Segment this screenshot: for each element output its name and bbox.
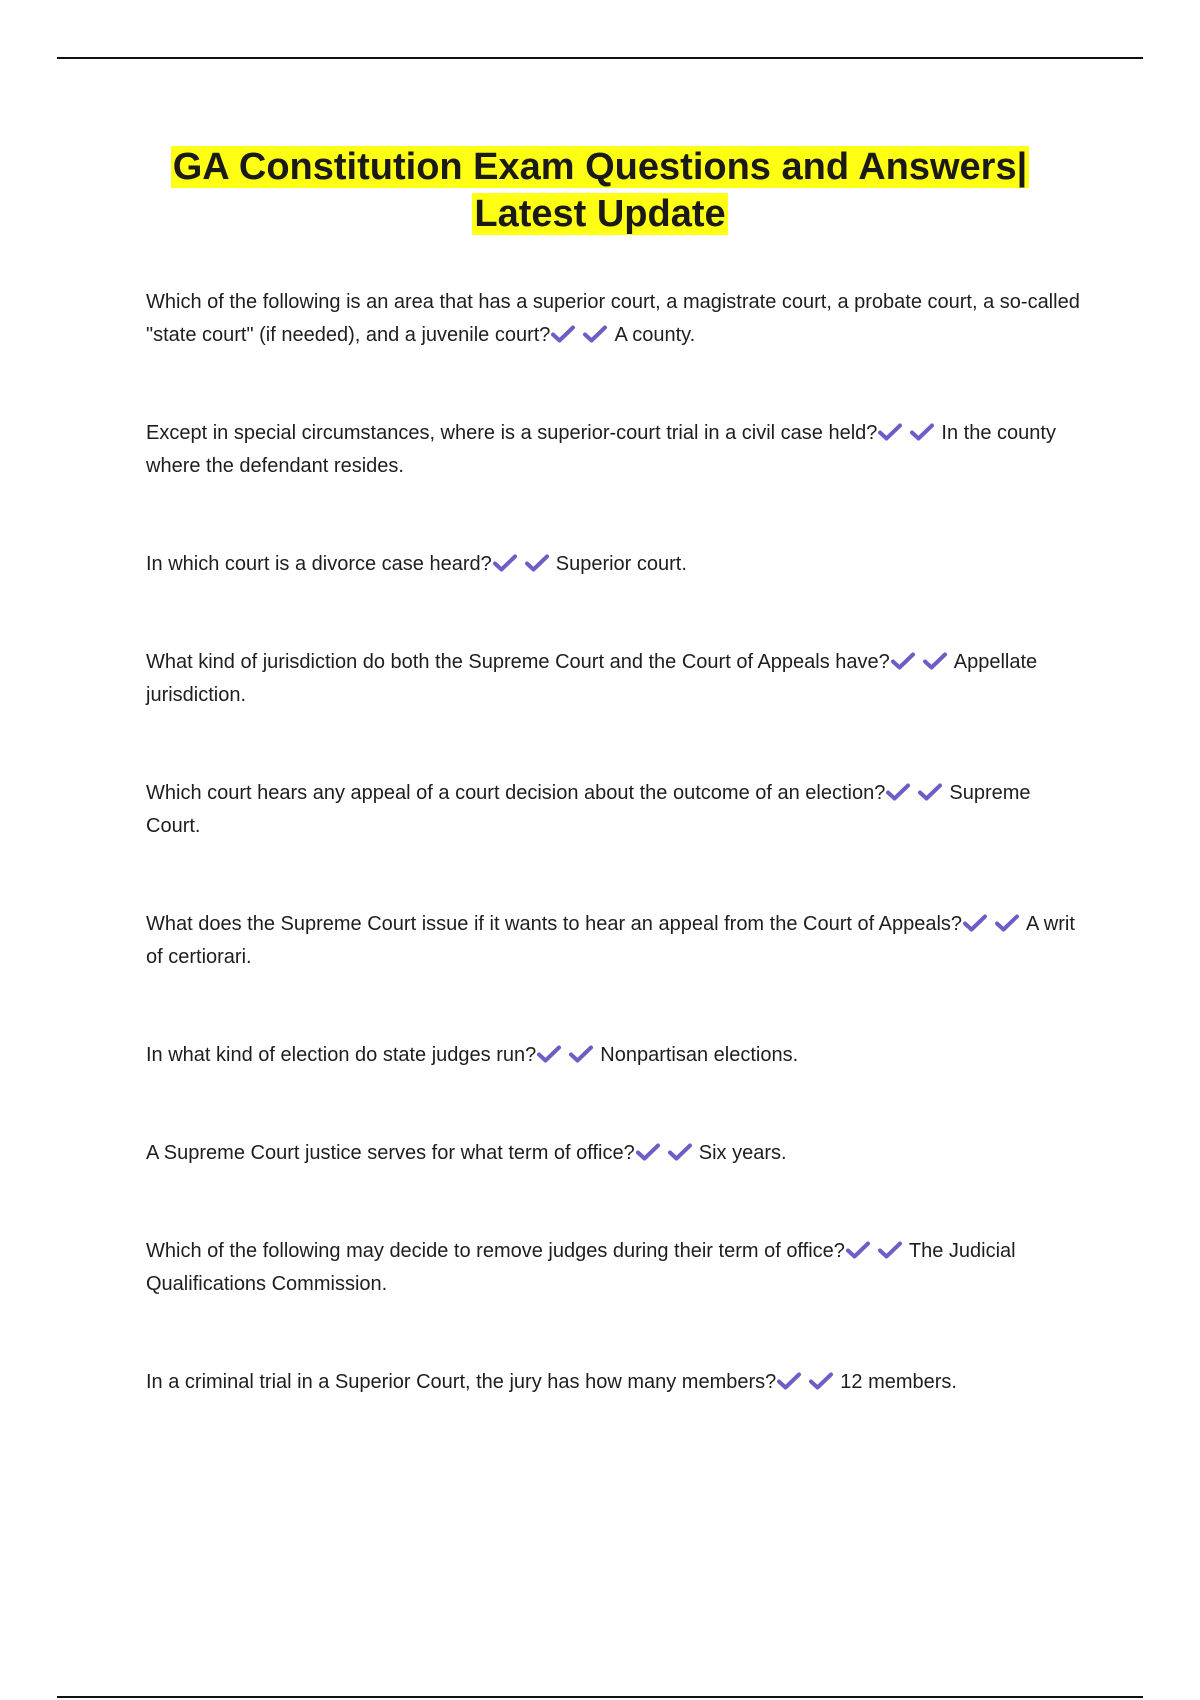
checkmark-icon xyxy=(890,651,916,671)
checkmark-icon xyxy=(962,913,988,933)
checkmark-icon xyxy=(885,782,911,802)
question-text: What kind of jurisdiction do both the Supreme Court and the Court of Appeals have? xyxy=(146,651,890,673)
checkmark-icon xyxy=(877,422,903,442)
checkmark-icon xyxy=(635,1142,661,1162)
answer-text: Appellate jurisdiction. xyxy=(146,651,1038,706)
checkmark-icon xyxy=(568,1044,594,1064)
checkmark-icon xyxy=(550,324,576,344)
answer-text: The Judicial Qualifications Commission. xyxy=(146,1240,1016,1295)
qa-item-5 xyxy=(146,777,1086,843)
answer-text: Supreme Court. xyxy=(146,782,1031,837)
footer-rule xyxy=(57,1696,1143,1698)
checkmark-icon xyxy=(776,1371,802,1391)
qa-item-4 xyxy=(146,646,1086,712)
checkmark-icon xyxy=(877,1240,903,1260)
question-text: Which of the following is an area that has a superior court, a magistrate court, a probate court, a so-called "state court" (if needed), and a juvenile court? xyxy=(146,291,1080,346)
question-text: In what kind of election do state judges run? xyxy=(146,1044,537,1066)
answer-text: Nonpartisan elections. xyxy=(600,1044,799,1066)
question-text: Which of the following may decide to remove judges during their term of office? xyxy=(146,1240,845,1262)
answer-text: A writ of certiorari. xyxy=(146,913,1075,968)
document-title xyxy=(100,144,1100,238)
checkmark-icon xyxy=(808,1371,834,1391)
qa-item-1 xyxy=(146,286,1086,352)
question-text: A Supreme Court justice serves for what term of office? xyxy=(146,1142,635,1164)
checkmark-icon xyxy=(845,1240,871,1260)
answer-text: Six years. xyxy=(698,1142,787,1164)
document-title-line-1: GA Constitution Exam Questions and Answers| xyxy=(172,146,1028,188)
answer-text: Superior court. xyxy=(555,553,687,575)
question-text: What does the Supreme Court issue if it wants to hear an appeal from the Court of Appeals? xyxy=(146,913,963,935)
answer-text: In the county where the defendant resides. xyxy=(146,422,1056,477)
checkmark-icon xyxy=(667,1142,693,1162)
checkmark-icon xyxy=(917,782,943,802)
document-title-line-2: Latest Update xyxy=(474,193,726,235)
answer-text: 12 members. xyxy=(840,1371,957,1393)
qa-item-10 xyxy=(146,1366,1086,1399)
qa-list xyxy=(146,286,1086,1399)
checkmark-icon xyxy=(536,1044,562,1064)
checkmark-icon xyxy=(524,553,550,573)
qa-item-9 xyxy=(146,1235,1086,1301)
question-text: In which court is a divorce case heard? xyxy=(146,553,492,575)
checkmark-icon xyxy=(492,553,518,573)
question-text: Except in special circumstances, where is a superior-court trial in a civil case held? xyxy=(146,422,878,444)
answer-text: A county. xyxy=(614,324,696,346)
checkmark-icon xyxy=(922,651,948,671)
qa-item-8 xyxy=(146,1137,1086,1170)
checkmark-icon xyxy=(909,422,935,442)
question-text: Which court hears any appeal of a court decision about the outcome of an election? xyxy=(146,782,886,804)
qa-item-6 xyxy=(146,908,1086,974)
qa-item-7 xyxy=(146,1039,1086,1072)
question-text: In a criminal trial in a Superior Court, the jury has how many members? xyxy=(146,1371,777,1393)
checkmark-icon xyxy=(582,324,608,344)
qa-item-3 xyxy=(146,548,1086,581)
qa-item-2 xyxy=(146,417,1086,483)
header-rule xyxy=(57,57,1143,59)
checkmark-icon xyxy=(994,913,1020,933)
